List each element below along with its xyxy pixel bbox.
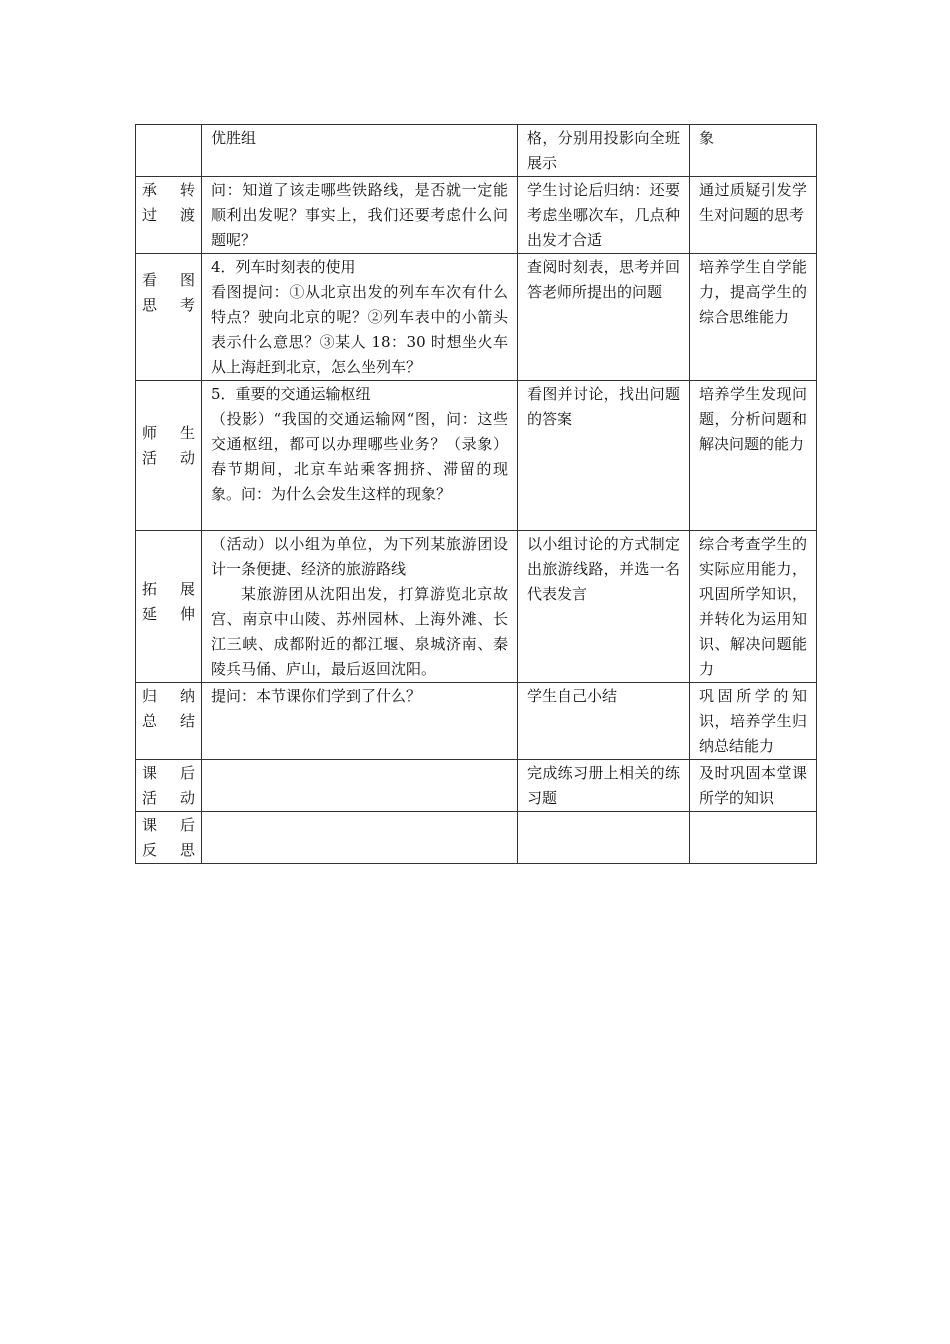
student-text: 学生讨论后归纳：还要考虑坐哪次车，几点种出发才合适 bbox=[527, 181, 680, 249]
student-text: 学生自己小结 bbox=[527, 687, 618, 705]
lesson-plan-table bbox=[135, 124, 817, 864]
teacher-activity-cell bbox=[202, 760, 518, 812]
stage-cell bbox=[136, 254, 202, 381]
table-row bbox=[136, 125, 817, 177]
stage-label-line2: 总 结 bbox=[142, 712, 195, 730]
stage-label-line2: 延 伸 bbox=[142, 605, 195, 623]
purpose-cell bbox=[690, 254, 817, 381]
stage-cell bbox=[136, 177, 202, 254]
teacher-text: 问：知道了该走哪些铁路线，是否就一定能顺利出发呢？事实上，我们还要考虑什么问题呢？ bbox=[211, 181, 508, 249]
teacher-activity-cell bbox=[202, 254, 518, 381]
purpose-text: 巩固所学的知识，培养学生归纳总结能力 bbox=[699, 687, 807, 755]
stage-cell bbox=[136, 683, 202, 760]
student-text: 完成练习册上相关的练习题 bbox=[527, 764, 680, 807]
teacher-activity-cell bbox=[202, 683, 518, 760]
stage-label-line2: 活 动 bbox=[142, 789, 195, 807]
student-text: 格，分别用投影向全班展示 bbox=[527, 129, 680, 172]
stage-label-line1: 看 图 bbox=[142, 271, 195, 289]
teacher-activity-cell bbox=[202, 125, 518, 177]
student-activity-cell bbox=[518, 125, 690, 177]
stage-cell bbox=[136, 812, 202, 864]
purpose-cell bbox=[690, 760, 817, 812]
table-row bbox=[136, 812, 817, 864]
teacher-text: （活动）以小组为单位，为下列某旅游团设计一条便捷、经济的旅游路线 bbox=[211, 535, 508, 578]
stage-cell bbox=[136, 125, 202, 177]
table-row bbox=[136, 381, 817, 531]
stage-label-line2: 思 考 bbox=[142, 296, 195, 314]
purpose-cell bbox=[690, 531, 817, 683]
stage-label-line1: 课 后 bbox=[142, 764, 195, 782]
student-text: 以小组讨论的方式制定出旅游线路，并选一名代表发言 bbox=[527, 535, 680, 603]
stage-label-line1: 承 转 bbox=[142, 181, 195, 199]
student-activity-cell bbox=[518, 254, 690, 381]
teacher-heading: 4．列车时刻表的使用 bbox=[211, 258, 356, 276]
teacher-activity-cell bbox=[202, 381, 518, 531]
student-activity-cell bbox=[518, 683, 690, 760]
table-row bbox=[136, 531, 817, 683]
teacher-text: （投影）“我国的交通运输网“图，问：这些交通枢纽，都可以办理哪些业务？（录象）春节期间，北京车站乘客拥挤、滞留的现象。问：为什么会发生这样的现象？ bbox=[211, 410, 508, 503]
purpose-text: 及时巩固本堂课所学的知识 bbox=[699, 764, 807, 807]
purpose-text: 培养学生发现问题，分析问题和解决问题的能力 bbox=[699, 385, 807, 453]
stage-cell bbox=[136, 381, 202, 531]
purpose-text: 通过质疑引发学生对问题的思考 bbox=[699, 181, 807, 224]
teacher-text-detail: 某旅游团从沈阳出发，打算游览北京故宫、南京中山陵、苏州园林、上海外滩、长江三峡、成都附近的都江堰、泉城济南、秦陵兵马俑、庐山，最后返回沈阳。 bbox=[211, 585, 508, 678]
teacher-text: 看图提问：①从北京出发的列车车次有什么特点？驶向北京的呢？②列车表中的小箭头表示什么意思？③某人 18：30 时想坐火车从上海赶到北京，怎么坐列车？ bbox=[211, 283, 508, 376]
student-activity-cell bbox=[518, 812, 690, 864]
table-row bbox=[136, 760, 817, 812]
student-text: 查阅时刻表，思考并回答老师所提出的问题 bbox=[527, 258, 680, 301]
table-row bbox=[136, 177, 817, 254]
stage-label-line2: 过 渡 bbox=[142, 206, 195, 224]
student-activity-cell bbox=[518, 177, 690, 254]
stage-label-line1: 归 纳 bbox=[142, 687, 195, 705]
teacher-activity-cell bbox=[202, 177, 518, 254]
purpose-cell bbox=[690, 381, 817, 531]
student-activity-cell bbox=[518, 531, 690, 683]
teacher-activity-cell bbox=[202, 531, 518, 683]
table-row bbox=[136, 683, 817, 760]
stage-label-line2: 活 动 bbox=[142, 449, 195, 467]
table-row bbox=[136, 254, 817, 381]
purpose-text: 培养学生自学能力，提高学生的综合思维能力 bbox=[699, 258, 807, 326]
student-activity-cell bbox=[518, 381, 690, 531]
stage-label-line1: 师 生 bbox=[142, 424, 195, 442]
teacher-text: 提问：本节课你们学到了什么？ bbox=[211, 687, 422, 705]
stage-label-line1: 课 后 bbox=[142, 816, 195, 834]
purpose-cell bbox=[690, 812, 817, 864]
stage-label-line1: 拓 展 bbox=[142, 580, 195, 598]
purpose-cell bbox=[690, 177, 817, 254]
stage-cell bbox=[136, 760, 202, 812]
teacher-heading: 5．重要的交通运输枢纽 bbox=[211, 385, 371, 403]
purpose-cell bbox=[690, 683, 817, 760]
purpose-text: 综合考查学生的实际应用能力，巩固所学知识，并转化为运用知识、解决问题能力 bbox=[699, 535, 807, 678]
stage-label-line2: 反 思 bbox=[142, 841, 195, 859]
teacher-text: 优胜组 bbox=[211, 129, 257, 147]
purpose-cell bbox=[690, 125, 817, 177]
student-activity-cell bbox=[518, 760, 690, 812]
teacher-activity-cell bbox=[202, 812, 518, 864]
purpose-text: 象 bbox=[699, 129, 715, 147]
student-text: 看图并讨论，找出问题的答案 bbox=[527, 385, 680, 428]
stage-cell bbox=[136, 531, 202, 683]
